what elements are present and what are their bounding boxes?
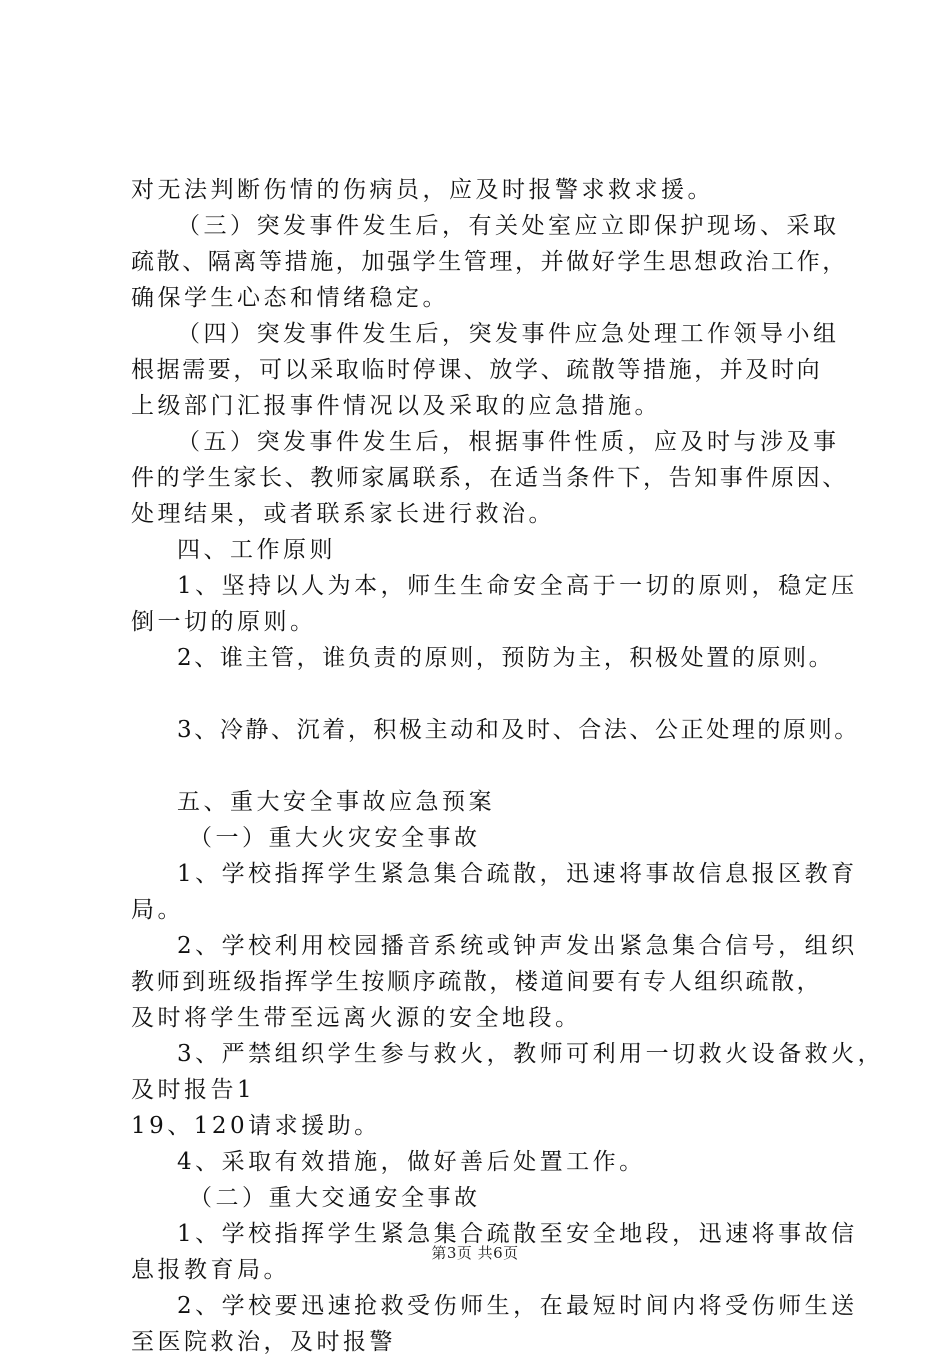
text-line: 息报教育局。 [131, 1257, 290, 1283]
text-line: 疏散、隔离等措施，加强学生管理，并做好学生思想政治工作， [131, 249, 848, 275]
text-line: 2、谁主管，谁负责的原则，预防为主，积极处置的原则。 [177, 645, 835, 671]
text-line: 4、采取有效措施，做好善后处置工作。 [177, 1149, 646, 1175]
text-line: 1、学校指挥学生紧急集合疏散，迅速将事故信息报区教育 [177, 861, 858, 887]
text-line: 3、严禁组织学生参与救火，教师可利用一切救火设备救火， [177, 1041, 885, 1067]
page-number-footer: 第3页 共6页 [431, 1244, 519, 1262]
text-line: 上级部门汇报事件情况以及采取的应急措施。 [131, 393, 661, 419]
text-line: 及时将学生带至远离火源的安全地段。 [131, 1005, 582, 1031]
text-line: 确保学生心态和情绪稳定。 [131, 285, 449, 311]
text-line: （三）突发事件发生后，有关处室应立即保护现场、采取 [177, 213, 840, 239]
text-line: 2、学校要迅速抢救受伤师生，在最短时间内将受伤师生送 [177, 1293, 858, 1319]
blank-line [131, 748, 831, 784]
text-line: 至医院救治，及时报警 [131, 1329, 396, 1355]
section-heading: 五、重大安全事故应急预案 [177, 789, 495, 815]
text-line: 及时报告1 [131, 1077, 256, 1103]
text-line: （五）突发事件发生后，根据事件性质，应及时与涉及事 [177, 429, 840, 455]
text-line: 2、学校利用校园播音系统或钟声发出紧急集合信号，组织 [177, 933, 858, 959]
text-line: 19、120请求援助。 [131, 1113, 381, 1139]
text-line: 3、冷静、沉着，积极主动和及时、合法、公正处理的原则。 [177, 717, 860, 743]
text-line: 件的学生家长、教师家属联系，在适当条件下，告知事件原因、 [131, 465, 848, 491]
subsection-heading: （二）重大交通安全事故 [189, 1185, 481, 1211]
text-line: 教师到班级指挥学生按顺序疏散，楼道间要有专人组织疏散， [131, 969, 823, 995]
text-line: 局。 [131, 897, 184, 923]
text-line: 根据需要，可以采取临时停课、放学、疏散等措施，并及时向 [131, 357, 823, 383]
document-body [131, 172, 885, 1360]
section-heading: 四、工作原则 [177, 537, 336, 563]
text-line: 倒一切的原则。 [131, 609, 317, 635]
text-line: 1、学校指挥学生紧急集合疏散至安全地段，迅速将事故信 [177, 1221, 858, 1247]
text-line: 1、坚持以人为本，师生生命安全高于一切的原则，稳定压 [177, 573, 858, 599]
subsection-heading: （一）重大火灾安全事故 [189, 825, 481, 851]
blank-line [131, 676, 831, 712]
text-line: （四）突发事件发生后，突发事件应急处理工作领导小组 [177, 321, 840, 347]
text-line: 对无法判断伤情的伤病员，应及时报警求救求援。 [131, 177, 714, 203]
text-line: 处理结果，或者联系家长进行救治。 [131, 501, 555, 527]
